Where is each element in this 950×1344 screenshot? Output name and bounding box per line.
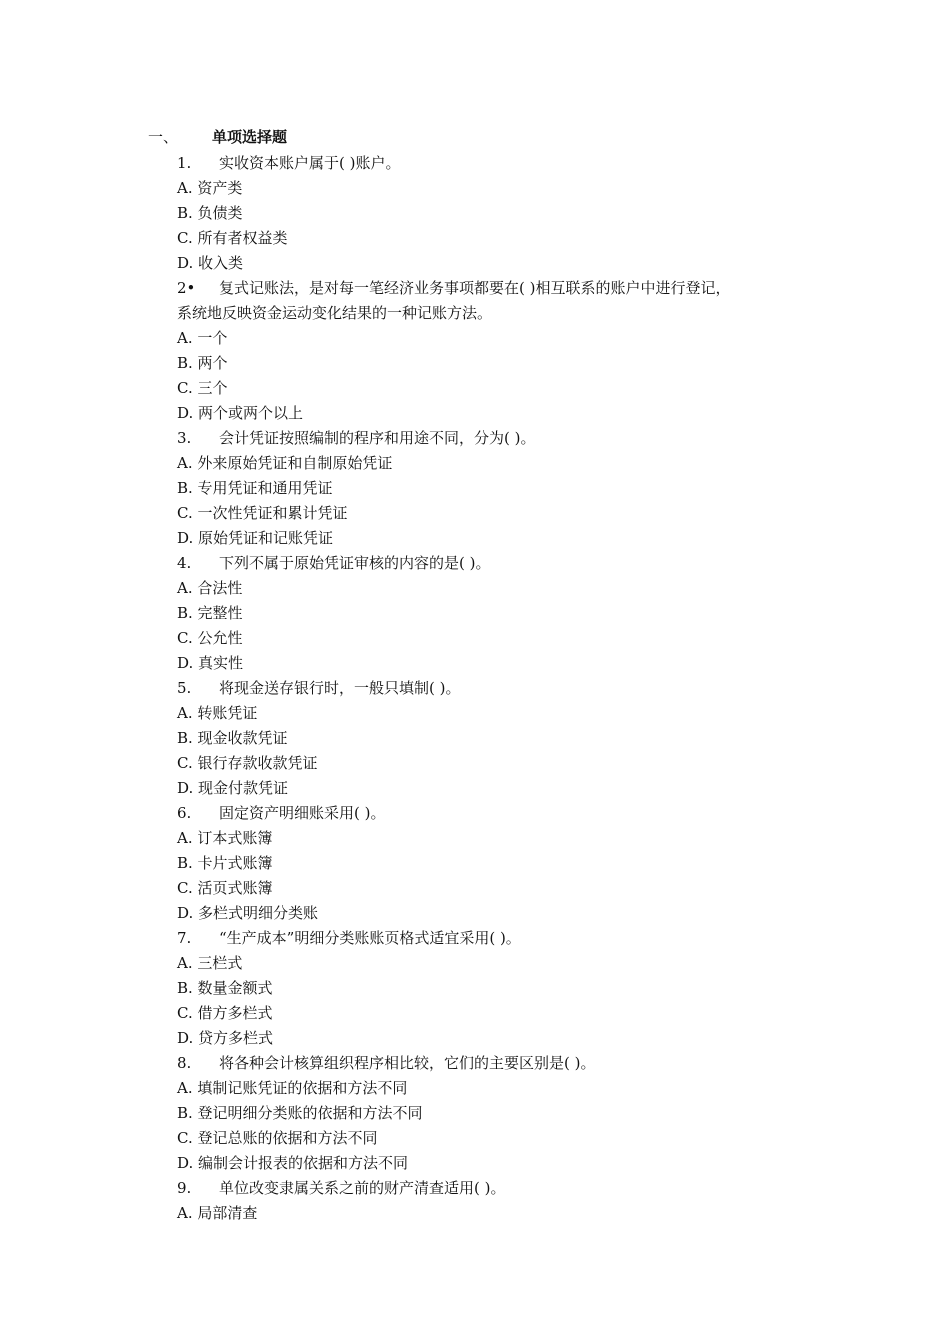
question-text: 将各种会计核算组织程序相比较，它们的主要区别是( )。 — [219, 1054, 596, 1072]
option: B. 完整性 — [177, 604, 243, 622]
question-number: 9. — [177, 1179, 192, 1197]
option: A. 资产类 — [177, 179, 243, 197]
section-number: 一、 — [148, 128, 179, 146]
question-3 — [177, 426, 817, 451]
question-number: 8. — [177, 1054, 192, 1072]
question-number: 4. — [177, 554, 192, 572]
option: A. 订本式账簿 — [177, 829, 273, 847]
question-number: 7. — [177, 929, 192, 947]
option: B. 现金收款凭证 — [177, 729, 288, 747]
option: D. 多栏式明细分类账 — [177, 904, 319, 922]
option: C. 公允性 — [177, 629, 243, 647]
option: B. 专用凭证和通用凭证 — [177, 479, 333, 497]
question-text: 下列不属于原始凭证审核的内容的是( )。 — [219, 554, 491, 572]
question-number: 1. — [177, 154, 192, 172]
question-text: 会计凭证按照编制的程序和用途不同，分为( )。 — [219, 429, 536, 447]
question-text-continued: 系统地反映资金运动变化结果的一种记账方法。 — [177, 304, 493, 322]
option: A. 合法性 — [177, 579, 243, 597]
section-title: 单项选择题 — [212, 128, 288, 146]
question-6 — [177, 801, 817, 826]
option: D. 原始凭证和记账凭证 — [177, 529, 334, 547]
option: C. 所有者权益类 — [177, 229, 288, 247]
option: A. 外来原始凭证和自制原始凭证 — [177, 454, 393, 472]
option: A. 填制记账凭证的依据和方法不同 — [177, 1079, 408, 1097]
question-2 — [177, 276, 817, 301]
option: C. 银行存款收款凭证 — [177, 754, 318, 772]
option: D. 现金付款凭证 — [177, 779, 289, 797]
question-text: 固定资产明细账采用( )。 — [219, 804, 386, 822]
option: D. 贷方多栏式 — [177, 1029, 274, 1047]
question-number: 3. — [177, 429, 192, 447]
option: C. 三个 — [177, 379, 228, 397]
option: D. 两个或两个以上 — [177, 404, 304, 422]
question-text: 单位改变隶属关系之前的财产清查适用( )。 — [219, 1179, 506, 1197]
option: D. 收入类 — [177, 254, 244, 272]
option: A. 一个 — [177, 329, 228, 347]
option: B. 数量金额式 — [177, 979, 273, 997]
question-text: 复式记账法，是对每一笔经济业务事项都要在( )相互联系的账户中进行登记， — [219, 279, 731, 297]
option: C. 借方多栏式 — [177, 1004, 273, 1022]
option: C. 一次性凭证和累计凭证 — [177, 504, 348, 522]
option: A. 局部清查 — [177, 1204, 258, 1222]
question-number: 5. — [177, 679, 192, 697]
option: B. 负债类 — [177, 204, 243, 222]
option: D. 编制会计报表的依据和方法不同 — [177, 1154, 409, 1172]
question-8 — [177, 1051, 817, 1076]
option: C. 登记总账的依据和方法不同 — [177, 1129, 378, 1147]
question-list — [177, 151, 817, 1226]
question-text: 将现金送存银行时，一般只填制( )。 — [219, 679, 461, 697]
question-9 — [177, 1176, 817, 1201]
question-text: 实收资本账户属于( )账户。 — [219, 154, 401, 172]
question-text: “生产成本”明细分类账账页格式适宜采用( )。 — [219, 929, 521, 947]
option: B. 卡片式账簿 — [177, 854, 273, 872]
question-1 — [177, 151, 817, 176]
section-heading — [148, 126, 287, 147]
question-5 — [177, 676, 817, 701]
option: B. 登记明细分类账的依据和方法不同 — [177, 1104, 423, 1122]
question-number: 2• — [177, 279, 196, 297]
option: D. 真实性 — [177, 654, 244, 672]
option: A. 转账凭证 — [177, 704, 258, 722]
question-number: 6. — [177, 804, 192, 822]
question-7 — [177, 926, 817, 951]
option: B. 两个 — [177, 354, 228, 372]
option: C. 活页式账簿 — [177, 879, 273, 897]
question-4 — [177, 551, 817, 576]
option: A. 三栏式 — [177, 954, 243, 972]
